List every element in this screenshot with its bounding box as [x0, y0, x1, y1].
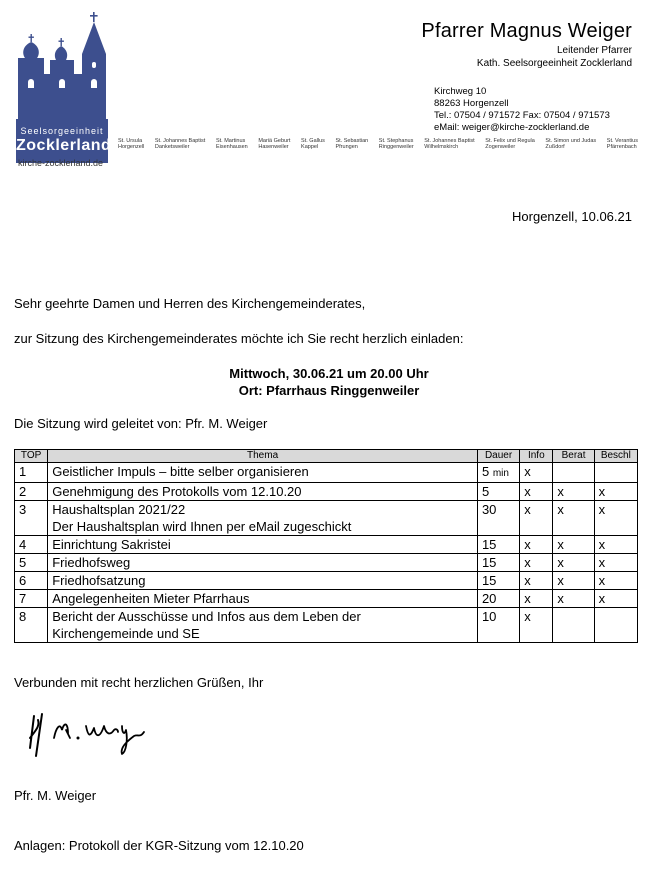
church-icon — [16, 12, 108, 120]
cell-dauer — [477, 501, 519, 536]
cell-top: 1 — [15, 463, 48, 483]
cell-dauer — [477, 590, 519, 608]
thema-line: Geistlicher Impuls – bitte selber organisieren — [52, 464, 309, 479]
dauer-value: 15 — [481, 573, 497, 588]
cell-top: 8 — [15, 608, 48, 643]
sender-name: Pfarrer Magnus Weiger — [421, 20, 632, 42]
thema-line: Angelegenheiten Mieter Pfarrhaus — [52, 591, 250, 606]
parish-item — [545, 138, 596, 150]
cell-thema — [48, 501, 478, 536]
sender-address — [434, 86, 610, 134]
parish-saint: St. Stephanus — [378, 138, 414, 144]
agenda-body — [15, 463, 638, 643]
cell-info: x — [520, 554, 553, 572]
cell-thema — [48, 554, 478, 572]
cell-info: x — [520, 501, 553, 536]
cell-top: 3 — [15, 501, 48, 536]
parish-place: Wilhelmskirch — [424, 144, 459, 150]
thema-line-2: Der Haushaltsplan wird Ihnen per eMail zugeschickt — [52, 519, 352, 534]
parish-place: Kappel — [301, 144, 319, 150]
parish-saint: St. Johannes Baptist — [424, 138, 475, 144]
header-beschl: Beschl — [594, 450, 637, 463]
thema-line: Einrichtung Sakristei — [52, 537, 171, 552]
parish-saint: Mariä Geburt — [258, 138, 291, 144]
cell-top: 2 — [15, 483, 48, 501]
closing-text: Verbunden mit recht herzlichen Grüßen, Ihr — [14, 675, 264, 690]
parish-place: Zogenweiler — [485, 144, 516, 150]
parish-logo — [16, 12, 112, 154]
intro-text: zur Sitzung des Kirchengemeinderates möchte ich Sie recht herzlich einladen: — [14, 331, 464, 346]
table-row — [15, 501, 638, 536]
led-by-text: Die Sitzung wird geleitet von: Pfr. M. Weiger — [14, 416, 268, 431]
parish-place: Ringgenweiler — [378, 144, 414, 150]
parish-item — [301, 138, 325, 150]
cell-thema — [48, 463, 478, 483]
parish-place: Zußdorf — [545, 144, 565, 150]
cell-beschl — [594, 463, 637, 483]
sender-unit: Kath. Seelsorgeeinheit Zocklerland — [476, 58, 632, 69]
header-thema: Thema — [48, 450, 478, 463]
sender-role: Leitender Pfarrer — [556, 45, 632, 56]
cell-info: x — [520, 572, 553, 590]
cell-top: 5 — [15, 554, 48, 572]
thema-line: Friedhofsweg — [52, 555, 131, 570]
cell-berat: x — [553, 536, 594, 554]
table-row — [15, 554, 638, 572]
table-row — [15, 463, 638, 483]
parish-saint: St. Martinus — [215, 138, 246, 144]
thema-line: Genehmigung des Protokolls vom 12.10.20 — [52, 484, 302, 499]
header-berat: Berat — [553, 450, 594, 463]
table-row — [15, 483, 638, 501]
cell-berat: x — [553, 572, 594, 590]
signature-graphic — [26, 708, 156, 763]
parish-item — [335, 138, 368, 150]
letter-date: Horgenzell, 10.06.21 — [512, 209, 632, 224]
logo-line2: Zocklerland — [16, 137, 112, 154]
cell-beschl: x — [594, 590, 637, 608]
cell-thema — [48, 483, 478, 501]
parish-saint: St. Gallus — [301, 138, 325, 144]
parish-saint: St. Felix und Regula — [485, 138, 535, 144]
cell-info: x — [520, 590, 553, 608]
address-street: Kirchweg 10 — [434, 86, 487, 97]
parish-saint: St. Verantius — [606, 138, 638, 144]
dauer-value: 20 — [481, 591, 497, 606]
dauer-unit: min — [492, 468, 509, 479]
thema-line: Haushaltsplan 2021/22 — [52, 502, 186, 517]
cell-thema — [48, 572, 478, 590]
parish-item — [485, 138, 535, 150]
address-city: 88263 Horgenzell — [434, 98, 509, 109]
cell-berat: x — [553, 590, 594, 608]
cell-dauer — [477, 463, 519, 483]
parish-saint: St. Ursula — [118, 138, 143, 144]
cell-beschl: x — [594, 501, 637, 536]
parish-place: Horgenzell — [118, 144, 145, 150]
parish-place: Eisenhausen — [215, 144, 248, 150]
parish-item — [216, 138, 248, 150]
parish-place: Pfrungen — [335, 144, 358, 150]
thema-line: Friedhofsatzung — [52, 573, 146, 588]
cell-info: x — [520, 463, 553, 483]
thema-line-2: Kirchengemeinde und SE — [52, 626, 200, 641]
cell-top: 7 — [15, 590, 48, 608]
table-row — [15, 590, 638, 608]
handwritten-signature — [26, 708, 156, 768]
cell-top: 6 — [15, 572, 48, 590]
cell-berat: x — [553, 501, 594, 536]
dauer-value: 15 — [481, 537, 497, 552]
cell-info: x — [520, 536, 553, 554]
parish-saint: St. Johannes Baptist — [154, 138, 206, 144]
header-info: Info — [520, 450, 553, 463]
cell-berat: x — [553, 554, 594, 572]
cell-info: x — [520, 483, 553, 501]
cell-dauer — [477, 554, 519, 572]
agenda-table — [14, 449, 638, 643]
cell-beschl: x — [594, 536, 637, 554]
logo-label — [16, 119, 112, 163]
dauer-value: 5 — [481, 464, 490, 479]
parish-place: Hasenweiler — [258, 144, 289, 150]
cell-beschl: x — [594, 483, 637, 501]
cell-dauer — [477, 608, 519, 643]
dauer-value: 15 — [481, 555, 497, 570]
cell-berat — [553, 608, 594, 643]
address-email[interactable]: eMail: weiger@kirche-zocklerland.de — [434, 122, 590, 133]
parish-item — [424, 138, 474, 150]
dauer-value: 5 — [481, 484, 490, 499]
header-dauer: Dauer — [477, 450, 519, 463]
parish-saint: St. Simon und Judas — [545, 138, 597, 144]
parish-place: Pfärrenbach — [606, 144, 637, 150]
dauer-value: 30 — [481, 502, 497, 517]
table-header-row — [15, 450, 638, 463]
cell-dauer — [477, 483, 519, 501]
parish-item — [118, 138, 144, 150]
meeting-location: Ort: Pfarrhaus Ringgenweiler — [238, 383, 420, 398]
letterhead — [421, 20, 632, 69]
table-row — [15, 572, 638, 590]
dauer-value: 10 — [481, 609, 497, 624]
cell-top: 4 — [15, 536, 48, 554]
cell-beschl: x — [594, 554, 637, 572]
parish-saint: St. Sebastian — [335, 138, 369, 144]
cell-beschl — [594, 608, 637, 643]
cell-berat — [553, 463, 594, 483]
cell-thema — [48, 608, 478, 643]
cell-beschl: x — [594, 572, 637, 590]
parish-place: Danketsweiler — [154, 144, 190, 150]
attachments-text: Anlagen: Protokoll der KGR-Sitzung vom 12.10.20 — [14, 838, 304, 853]
cell-thema — [48, 590, 478, 608]
header-top: TOP — [15, 450, 48, 463]
table-row — [15, 608, 638, 643]
cell-thema — [48, 536, 478, 554]
thema-line: Bericht der Ausschüsse und Infos aus dem Leben der — [52, 609, 361, 624]
salutation: Sehr geehrte Damen und Herren des Kirchengemeinderates, — [14, 296, 366, 311]
logo-line1: Seelsorgeeinheit — [20, 126, 104, 136]
signer-name: Pfr. M. Weiger — [14, 788, 97, 803]
cell-dauer — [477, 572, 519, 590]
parish-item — [607, 138, 638, 150]
parish-item — [155, 138, 205, 150]
meeting-time: Mittwoch, 30.06.21 um 20.00 Uhr — [229, 366, 429, 381]
parish-item — [379, 138, 414, 150]
church-logo-graphic — [16, 12, 112, 154]
parish-list — [118, 138, 638, 150]
cell-dauer — [477, 536, 519, 554]
cell-info: x — [520, 608, 553, 643]
address-phone: Tel.: 07504 / 971572 Fax: 07504 / 971573 — [434, 110, 610, 121]
website-url[interactable]: kirche-zocklerland.de — [18, 158, 104, 168]
table-row — [15, 536, 638, 554]
parish-item — [258, 138, 290, 150]
cell-berat: x — [553, 483, 594, 501]
